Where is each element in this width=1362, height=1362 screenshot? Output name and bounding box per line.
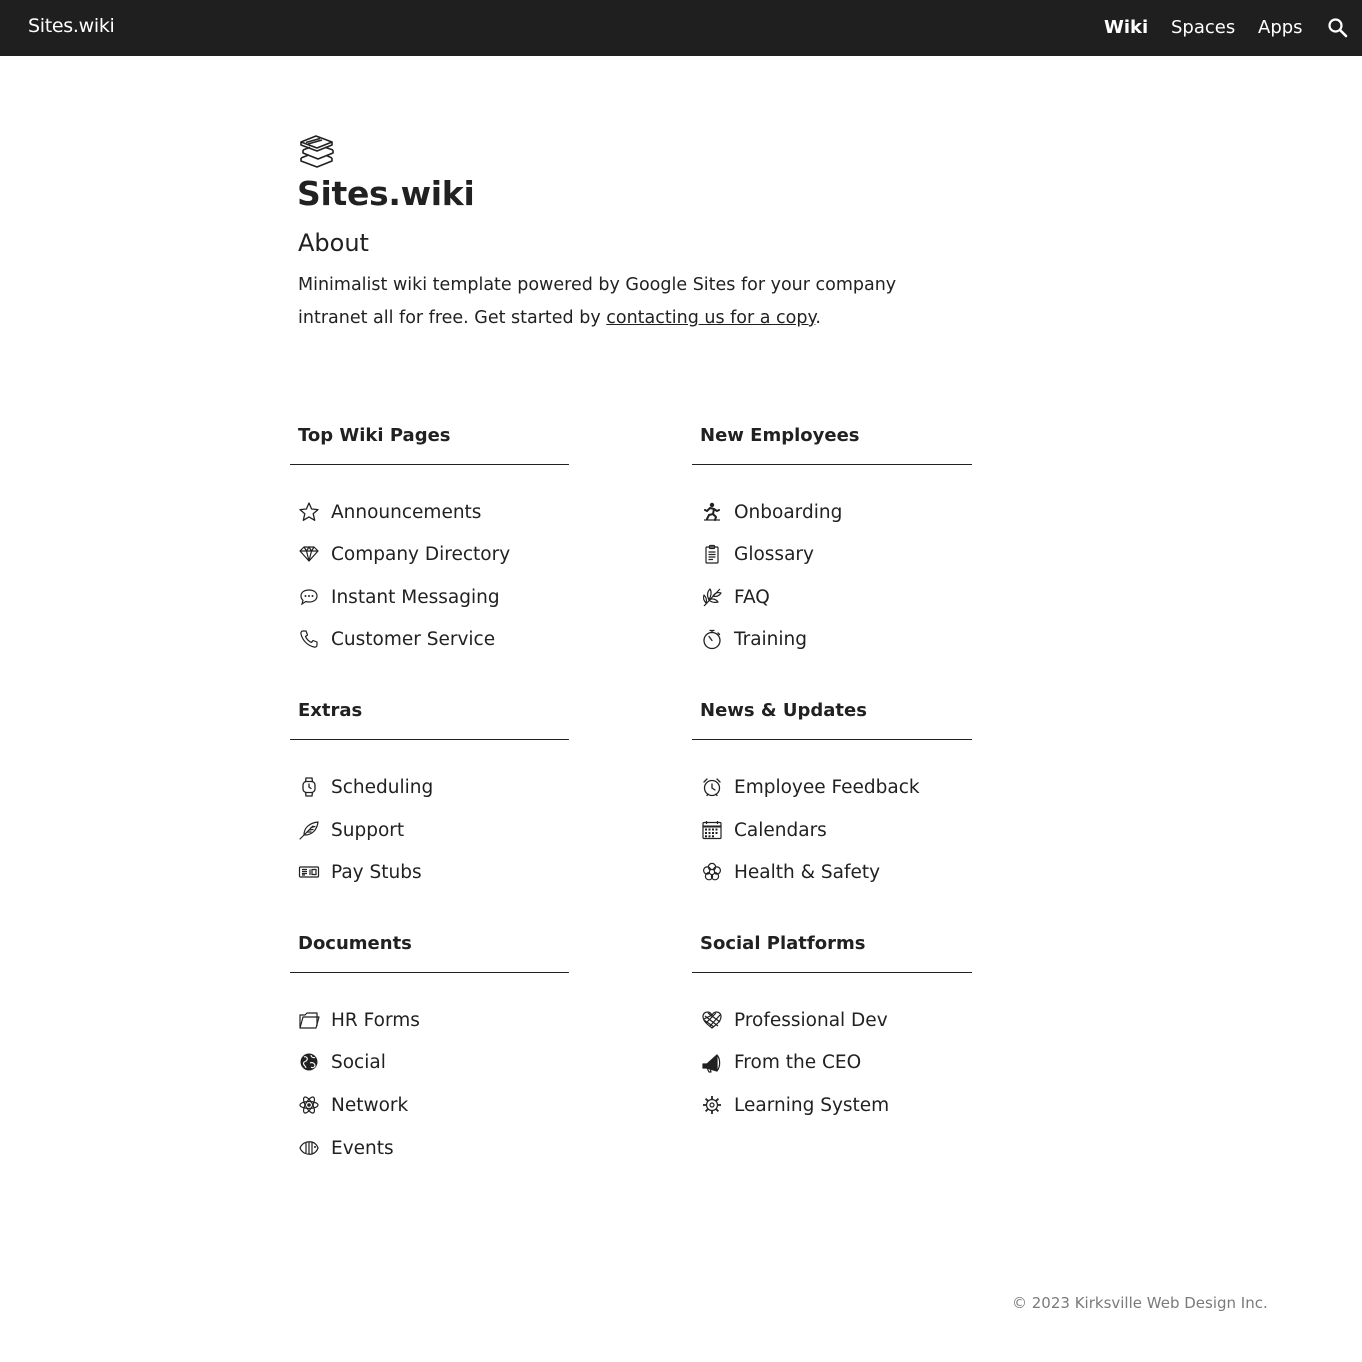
link-training[interactable] xyxy=(701,624,807,654)
timer-icon xyxy=(701,628,723,650)
link-label: Events xyxy=(331,1137,394,1159)
site-title: Sites.wiki xyxy=(297,174,475,213)
section-title-documents: Documents xyxy=(298,933,412,954)
leaves-icon xyxy=(701,586,723,608)
link-from-the-ceo[interactable] xyxy=(701,1047,861,1077)
link-customer-service[interactable] xyxy=(298,624,495,654)
link-employee-feedback[interactable] xyxy=(701,772,920,802)
link-instant-messaging[interactable] xyxy=(298,582,500,612)
link-label: Employee Feedback xyxy=(734,776,920,798)
about-text: Minimalist wiki template powered by Google Sites for your company intranet all for free. Get started by xyxy=(298,275,897,328)
link-label: Support xyxy=(331,819,405,841)
folder-icon xyxy=(298,1009,320,1031)
link-label: HR Forms xyxy=(331,1009,420,1031)
link-social[interactable] xyxy=(298,1047,386,1077)
link-scheduling[interactable] xyxy=(298,772,433,802)
section-divider xyxy=(692,972,972,973)
about-paragraph xyxy=(298,269,918,335)
link-label: Calendars xyxy=(734,819,827,841)
link-label: FAQ xyxy=(734,586,770,608)
brand-link[interactable]: Sites.wiki xyxy=(28,15,115,37)
flower-icon xyxy=(701,861,723,883)
link-label: Onboarding xyxy=(734,501,843,523)
fish-icon xyxy=(298,1137,320,1159)
link-label: Company Directory xyxy=(331,543,511,565)
link-label: Training xyxy=(734,628,807,650)
section-divider xyxy=(692,739,972,740)
link-pay-stubs[interactable] xyxy=(298,857,422,887)
nav-apps[interactable]: Apps xyxy=(1258,17,1303,38)
link-calendars[interactable] xyxy=(701,815,827,845)
link-label: Glossary xyxy=(734,543,814,565)
contact-link[interactable]: contacting us for a copy xyxy=(606,308,816,328)
section-title-new-employees: New Employees xyxy=(700,425,860,446)
star-icon xyxy=(298,501,320,523)
clipboard-icon xyxy=(701,543,723,565)
atom-icon xyxy=(298,1094,320,1116)
calendar-icon xyxy=(701,819,723,841)
link-faq[interactable] xyxy=(701,582,770,612)
link-label: Health & Safety xyxy=(734,861,881,883)
link-health-safety[interactable] xyxy=(701,857,880,887)
runner-icon xyxy=(701,501,723,523)
alarm-clock-icon xyxy=(701,776,723,798)
gear-icon xyxy=(701,1094,723,1116)
top-navigation-bar xyxy=(0,0,1362,56)
link-label: Pay Stubs xyxy=(331,861,422,883)
books-icon xyxy=(298,133,336,169)
footer-copyright: © 2023 Kirksville Web Design Inc. xyxy=(1012,1294,1268,1312)
about-text-end: . xyxy=(815,308,821,328)
nav-spaces[interactable]: Spaces xyxy=(1171,17,1236,38)
section-divider xyxy=(692,464,972,465)
search-icon[interactable] xyxy=(1326,16,1350,40)
link-events[interactable] xyxy=(298,1133,394,1163)
link-professional-dev[interactable] xyxy=(701,1005,888,1035)
section-title-extras: Extras xyxy=(298,700,363,721)
section-title-social-platforms: Social Platforms xyxy=(700,933,866,954)
section-title-top-wiki-pages: Top Wiki Pages xyxy=(298,425,451,446)
section-title-news-updates: News & Updates xyxy=(700,700,867,721)
section-divider xyxy=(290,739,569,740)
nav-wiki[interactable]: Wiki xyxy=(1104,17,1149,38)
link-label: Professional Dev xyxy=(734,1009,888,1031)
section-divider xyxy=(290,972,569,973)
section-divider xyxy=(290,464,569,465)
link-network[interactable] xyxy=(298,1090,408,1120)
diamond-icon xyxy=(298,543,320,565)
link-announcements[interactable] xyxy=(298,497,481,527)
link-support[interactable] xyxy=(298,815,404,845)
ticket-icon xyxy=(298,861,320,883)
link-label: Learning System xyxy=(734,1094,890,1116)
chat-bubble-icon xyxy=(298,586,320,608)
heart-icon xyxy=(701,1009,723,1031)
link-learning-system[interactable] xyxy=(701,1090,889,1120)
link-label: Customer Service xyxy=(331,628,496,650)
link-label: Announcements xyxy=(331,501,482,523)
watch-icon xyxy=(298,776,320,798)
megaphone-icon xyxy=(701,1051,723,1073)
link-onboarding[interactable] xyxy=(701,497,842,527)
link-glossary[interactable] xyxy=(701,539,814,569)
link-company-directory[interactable] xyxy=(298,539,510,569)
link-label: Social xyxy=(331,1051,386,1073)
link-label: Network xyxy=(331,1094,409,1116)
link-label: Instant Messaging xyxy=(331,586,500,608)
link-hr-forms[interactable] xyxy=(298,1005,420,1035)
globe-icon xyxy=(298,1051,320,1073)
about-heading: About xyxy=(298,229,369,257)
link-label: From the CEO xyxy=(734,1051,862,1073)
phone-icon xyxy=(298,628,320,650)
feather-icon xyxy=(298,819,320,841)
link-label: Scheduling xyxy=(331,776,434,798)
